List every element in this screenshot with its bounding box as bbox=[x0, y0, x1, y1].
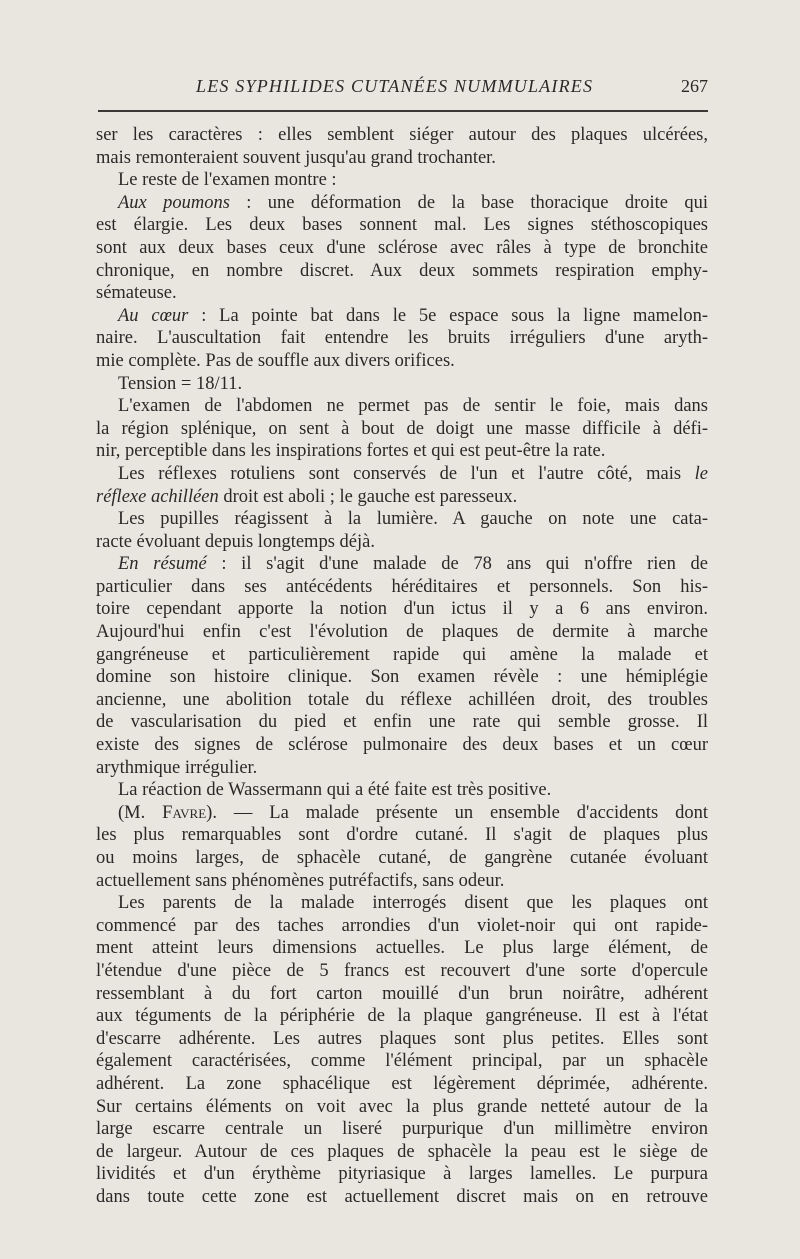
text-line: adhérent. La zone sphacélique est légèrement déprimée, adhérente. bbox=[96, 1073, 708, 1094]
running-title: LES SYPHILIDES CUTANÉES NUMMULAIRES bbox=[196, 76, 594, 96]
text-line: ou moins larges, de sphacèle cutané, de gangrène cutanée évoluant bbox=[96, 848, 708, 868]
text-line: est élargie. Les deux bases sonnent mal. Les signes stéthoscopiques bbox=[96, 215, 708, 236]
text-line: dans toute cette zone est actuellement discret mais on en retrouve bbox=[96, 1186, 708, 1207]
text-line: toire cependant apporte la notion d'un ictus il y a 6 ans environ. bbox=[96, 599, 708, 620]
text-line: Les pupilles réagissent à la lumière. A gauche on note une cata- bbox=[118, 509, 708, 530]
text-line: Les réflexes rotuliens sont conservés de l'un et l'autre côté, mais le bbox=[118, 463, 708, 484]
text-line: En résumé : il s'agit d'une malade de 78 ans qui n'offre rien de bbox=[118, 554, 708, 575]
text-line: sémateuse. bbox=[96, 283, 177, 304]
text-line: Sur certains éléments on voit avec la plus grande netteté autour de la bbox=[96, 1096, 708, 1117]
text-line: large escarre centrale un liseré purpurique d'un millimètre environ bbox=[96, 1119, 708, 1140]
text-line: Tension = 18/11. bbox=[118, 373, 243, 394]
text-line: (M. Favre). — La malade présente un ensemble d'accidents dont bbox=[118, 802, 708, 823]
text-line: lividités et d'un érythème pityriasique à larges lamelles. Le purpura bbox=[96, 1164, 708, 1185]
text-line: nir, perceptible dans les inspirations fortes et qui est peut-être la rate. bbox=[96, 441, 606, 462]
text-line: mais remonteraient souvent jusqu'au grand trochanter. bbox=[96, 147, 496, 168]
text-line: actuellement sans phénomènes putréfactifs, sans odeur. bbox=[96, 870, 505, 891]
text-line: Aujourd'hui enfin c'est l'évolution de plaques de dermite à marche bbox=[96, 622, 708, 643]
text-line: L'examen de l'abdomen ne permet pas de sentir le foie, mais dans bbox=[118, 396, 708, 417]
text-line: ment atteint leurs dimensions actuelles. Le plus large élément, de bbox=[96, 938, 708, 959]
page-header bbox=[96, 76, 708, 100]
text-line: Les parents de la malade interrogés disent que les plaques ont bbox=[118, 893, 708, 914]
text-line: existe des signes de sclérose pulmonaire des deux bases et un cœur bbox=[96, 735, 708, 756]
text-line: de largeur. Autour de ces plaques de sphacèle la peau est le siège de bbox=[96, 1141, 708, 1162]
text-line: également caractérisées, comme l'élément principal, par un sphacèle bbox=[96, 1051, 708, 1072]
text-line: Le reste de l'examen montre : bbox=[118, 170, 337, 191]
text-line: ressemblant à du fort carton mouillé d'un brun noirâtre, adhérent bbox=[96, 983, 708, 1004]
text-line: commencé par des taches arrondies d'un violet-noir qui ont rapide- bbox=[96, 915, 708, 936]
text-line: chronique, en nombre discret. Aux deux sommets respiration emphy- bbox=[96, 260, 708, 281]
text-line: Au cœur : La pointe bat dans le 5e espace sous la ligne mamelon- bbox=[118, 305, 708, 326]
text-line: la région splénique, on sent à bout de doigt une masse difficile à défi- bbox=[96, 418, 708, 439]
text-line: particulier dans ses antécédents héréditaires et personnels. Son his- bbox=[96, 576, 708, 597]
text-line: racte évoluant depuis longtemps déjà. bbox=[96, 531, 375, 552]
text-line: les plus remarquables sont d'ordre cutané. Il s'agit de plaques plus bbox=[96, 825, 708, 846]
text-line: domine son histoire clinique. Son examen révèle : une hémiplégie bbox=[96, 667, 708, 688]
text-line: mie complète. Pas de souffle aux divers orifices. bbox=[96, 350, 455, 371]
text-line: Aux poumons : une déformation de la base thoracique droite qui bbox=[118, 192, 708, 213]
text-line: d'escarre adhérente. Les autres plaques sont plus petites. Elles sont bbox=[96, 1028, 708, 1049]
header-rule bbox=[98, 110, 708, 112]
text-line: arythmique irrégulier. bbox=[96, 757, 258, 778]
body-text bbox=[96, 124, 708, 1209]
text-line: gangréneuse et particulièrement rapide qui amène la malade et bbox=[96, 644, 708, 665]
page-number: 267 bbox=[681, 76, 708, 96]
text-line: réflexe achilléen droit est aboli ; le gauche est paresseux. bbox=[96, 486, 518, 507]
text-line: ser les caractères : elles semblent siéger autour des plaques ulcérées, bbox=[96, 125, 708, 145]
text-line: ancienne, une abolition totale du réflexe achilléen droit, des troubles bbox=[96, 689, 708, 710]
text-line: aux téguments de la périphérie de la plaque gangréneuse. Il est à l'état bbox=[96, 1006, 708, 1027]
text-line: l'étendue d'une pièce de 5 francs est recouvert d'une sorte d'opercule bbox=[96, 960, 708, 981]
text-line: sont aux deux bases ceux d'une sclérose avec râles à type de bronchite bbox=[96, 237, 708, 258]
text-line: naire. L'auscultation fait entendre les bruits irréguliers d'une aryth- bbox=[96, 328, 708, 349]
text-line: La réaction de Wassermann qui a été faite est très positive. bbox=[118, 780, 552, 801]
text-line: de vascularisation du pied et enfin une rate qui semble grosse. Il bbox=[96, 712, 708, 733]
